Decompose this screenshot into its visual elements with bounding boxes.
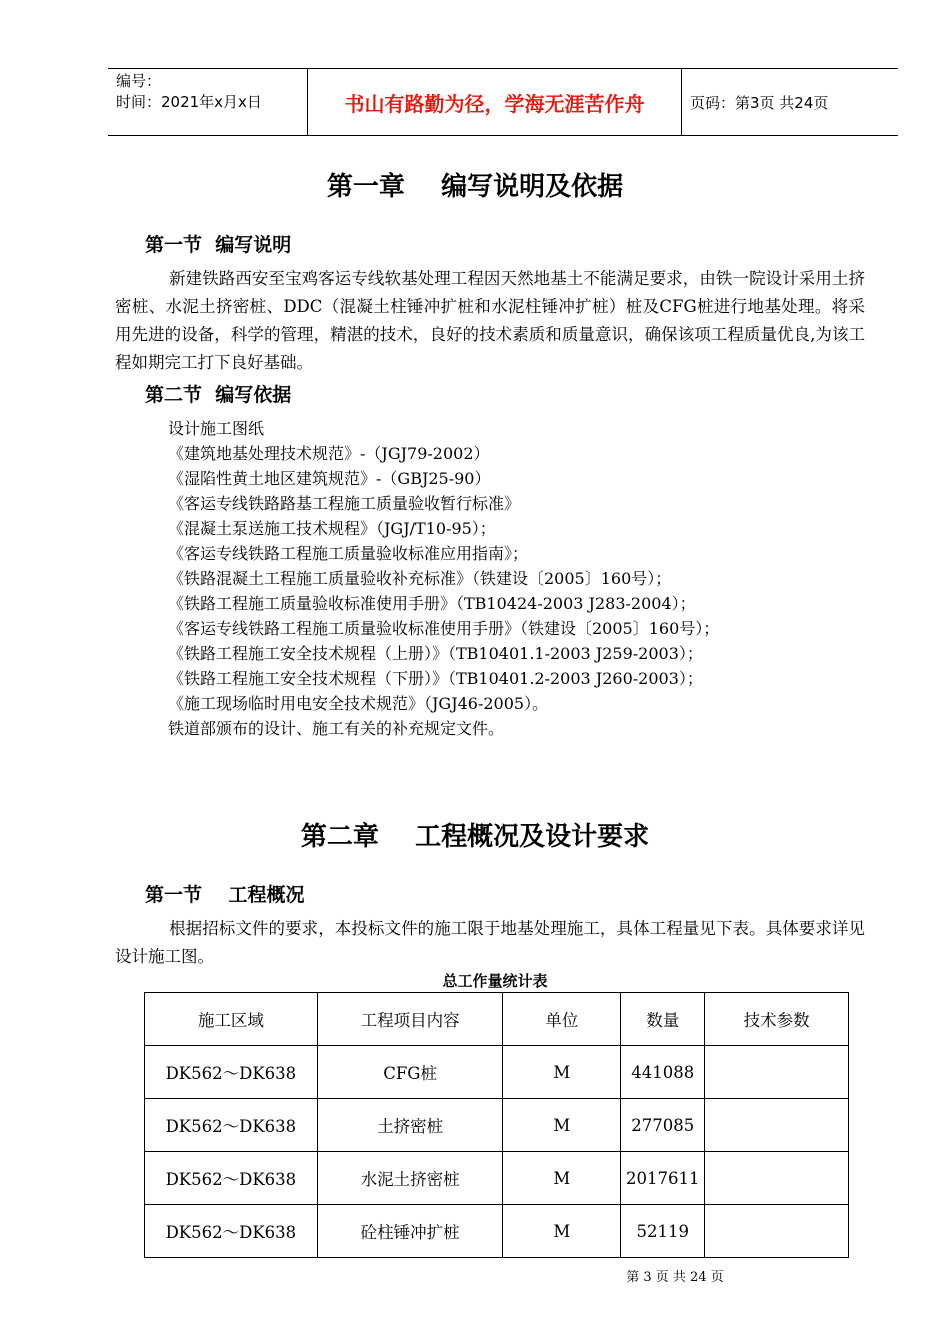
table-cell: CFG桩 (317, 1046, 503, 1099)
reference-item: 《客运专线铁路路基工程施工质量验收暂行标准》 (168, 494, 521, 513)
table-cell: M (503, 1205, 621, 1258)
table-cell: 砼柱锤冲扩桩 (317, 1205, 503, 1258)
reference-item: 《湿陷性黄土地区建筑规范》-（GBJ25-90） (168, 469, 491, 488)
reference-item: 《混凝土泵送施工技术规程》（JGJ/T10-95）； (168, 519, 496, 538)
chapter1-title: 第一章 编写说明及依据 (326, 172, 624, 202)
table-cell: 2017611 (621, 1152, 705, 1205)
reference-list (168, 416, 719, 741)
table-cell: DK562～DK638 (145, 1152, 318, 1205)
table-cell: 土挤密桩 (317, 1099, 503, 1152)
table-header-cell: 数量 (621, 993, 705, 1046)
reference-item: 《施工现场临时用电安全技术规范》（JGJ46-2005）。 (168, 694, 549, 713)
reference-item: 《客运专线铁路工程施工质量验收标准应用指南》； (168, 544, 529, 563)
table-title: 总工作量统计表 (442, 972, 548, 990)
table-cell: 52119 (621, 1205, 705, 1258)
table-header-row (145, 993, 849, 1046)
chapter2-title: 第二章 工程概况及设计要求 (300, 822, 650, 852)
table-cell: DK562～DK638 (145, 1046, 318, 1099)
table-cell: DK562～DK638 (145, 1099, 318, 1152)
table-header-cell: 单位 (503, 993, 621, 1046)
reference-item: 《铁路工程施工安全技术规程（上册）》（TB10401.1-2003 J259-2003）； (168, 644, 703, 663)
chapter1-section1-paragraph: 新建铁路西安至宝鸡客运专线软基处理工程因天然地基土不能满足要求，由铁一院设计采用土挤密桩、水泥土挤密桩、DDC（混凝土柱锤冲扩桩和水泥柱锤冲扩桩）桩及CFG桩进行地基处理。将采用先进的设备，科学的管理，精湛的技术，良好的技术素质和质量意识，确保该项工程质量优良,为该工程如期完工打下良好基础。 (115, 269, 865, 372)
table-cell: M (503, 1152, 621, 1205)
header-motto: 书山有路勤为径，学海无涯苦作舟 (308, 69, 682, 135)
reference-item: 《铁路工程施工质量验收标准使用手册》（TB10424-2003 J283-2004）； (168, 594, 696, 613)
reference-item: 《客运专线铁路工程施工质量验收标准使用手册》（铁建设〔2005〕160号）； (168, 619, 720, 638)
table-header-cell: 工程项目内容 (317, 993, 503, 1046)
chapter2-section1-title: 第一节 工程概况 (145, 884, 305, 906)
table-cell: 277085 (621, 1099, 705, 1152)
table-row (145, 1046, 849, 1099)
header-page-info: 页码：第3页 共24页 (690, 93, 829, 112)
workload-table (144, 992, 849, 1258)
table-cell: 水泥土挤密桩 (317, 1152, 503, 1205)
table-cell: DK562～DK638 (145, 1205, 318, 1258)
table-cell (705, 1099, 849, 1152)
table-row (145, 1205, 849, 1258)
table-cell (705, 1205, 849, 1258)
table-cell: M (503, 1046, 621, 1099)
page-header (108, 68, 898, 136)
chapter1-section1-title: 第一节 编写说明 (145, 234, 292, 256)
chapter2-section1-paragraph: 根据招标文件的要求，本投标文件的施工限于地基处理施工，具体工程量见下表。具体要求详见设计施工图。 (115, 919, 865, 966)
header-meta (108, 69, 308, 135)
reference-item: 设计施工图纸 (168, 419, 265, 438)
header-number: 编号： (116, 72, 162, 90)
table-cell (705, 1152, 849, 1205)
reference-item: 《建筑地基处理技术规范》-（JGJ79-2002） (168, 444, 490, 463)
table-header-cell: 施工区域 (145, 993, 318, 1046)
table-header-cell: 技术参数 (705, 993, 849, 1046)
reference-item: 《铁路混凝土工程施工质量验收补充标准》（铁建设〔2005〕160号）； (168, 569, 672, 588)
header-date: 时间：2021年x月x日 (116, 93, 262, 111)
table-cell: 441088 (621, 1046, 705, 1099)
table-cell (705, 1046, 849, 1099)
table-row (145, 1152, 849, 1205)
table-cell: M (503, 1099, 621, 1152)
reference-item: 《铁路工程施工安全技术规程（下册）》（TB10401.2-2003 J260-2003）； (168, 669, 703, 688)
chapter1-section2-title: 第二节 编写依据 (145, 384, 292, 406)
page-footer: 第 3 页 共 24 页 (626, 1270, 724, 1285)
reference-item: 铁道部颁布的设计、施工有关的补充规定文件。 (168, 719, 505, 738)
table-row (145, 1099, 849, 1152)
